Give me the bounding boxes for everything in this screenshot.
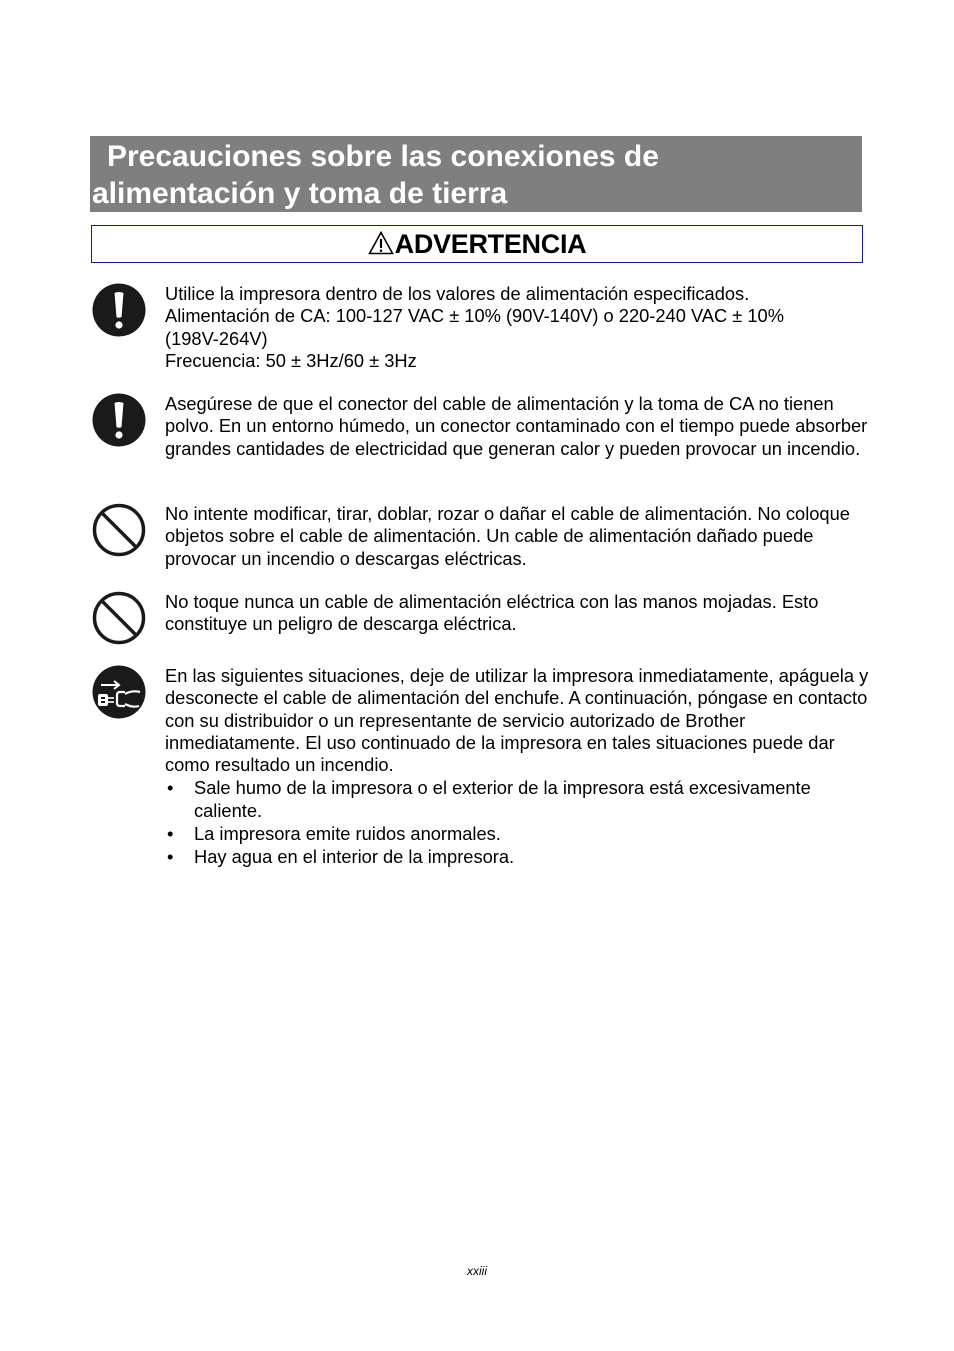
- paragraph: Utilice la impresora dentro de los valores de alimentación especificados.: [165, 283, 750, 304]
- list-item: • Sale humo de la impresora o el exterior de la impresora está excesivamente caliente.: [165, 777, 870, 822]
- paragraph: En las siguientes situaciones, deje de utilizar la impresora inmediatamente, apáguela y desconecte el cable de alimentación del enchufe. A continuación, póngase en contacto con su distribuidor o un representante de servicio autorizado de Brother inmediatamente. El uso continuado de la impresora en tales situaciones puede dar como resultado un incendio.: [165, 665, 869, 776]
- unplug-icon: [92, 665, 146, 719]
- item-text: [165, 591, 870, 636]
- mandatory-action-icon: [92, 283, 146, 337]
- item-text: [165, 665, 870, 870]
- prohibition-icon: [92, 503, 146, 557]
- page-title-line-2: alimentación y toma de tierra: [92, 177, 508, 210]
- bullet-list: [165, 777, 870, 868]
- item-text: [165, 393, 870, 460]
- mandatory-action-icon: [92, 393, 146, 447]
- warning-banner: [91, 225, 863, 263]
- page-title: [92, 138, 862, 212]
- paragraph: No toque nunca un cable de alimentación eléctrica con las manos mojadas. Esto constituye un peligro de descarga eléctrica.: [165, 591, 819, 635]
- list-item: • Hay agua en el interior de la impresora.: [165, 846, 870, 868]
- paragraph: Frecuencia: 50 ± 3Hz/60 ± 3Hz: [165, 349, 417, 371]
- paragraph: Asegúrese de que el conector del cable de alimentación y la toma de CA no tienen polvo. En un entorno húmedo, un conector contaminado con el tiempo puede absorber grandes cantidades de electricidad que generan calor y pueden provocar un incendio.: [165, 393, 868, 459]
- item-text: [165, 503, 870, 570]
- item-text: [165, 283, 870, 372]
- warning-label: ADVERTENCIA: [394, 228, 587, 259]
- paragraph: Alimentación de CA: 100-127 VAC ± 10% (90V-140V) o 220-240 VAC ± 10%: [165, 305, 784, 327]
- list-item: • La impresora emite ruidos anormales.: [165, 823, 870, 845]
- section-header: [90, 136, 862, 212]
- page-title-line-1: Precauciones sobre las conexiones de: [107, 140, 659, 173]
- page-number: xxiii: [467, 1264, 487, 1278]
- warning-triangle-icon: [368, 231, 394, 255]
- paragraph: (198V-264V): [165, 327, 268, 349]
- paragraph: No intente modificar, tirar, doblar, rozar o dañar el cable de alimentación. No coloque objetos sobre el cable de alimentación. Un cable de alimentación dañado puede provocar un incendio o descargas eléctricas.: [165, 503, 850, 569]
- prohibition-icon: [92, 591, 146, 645]
